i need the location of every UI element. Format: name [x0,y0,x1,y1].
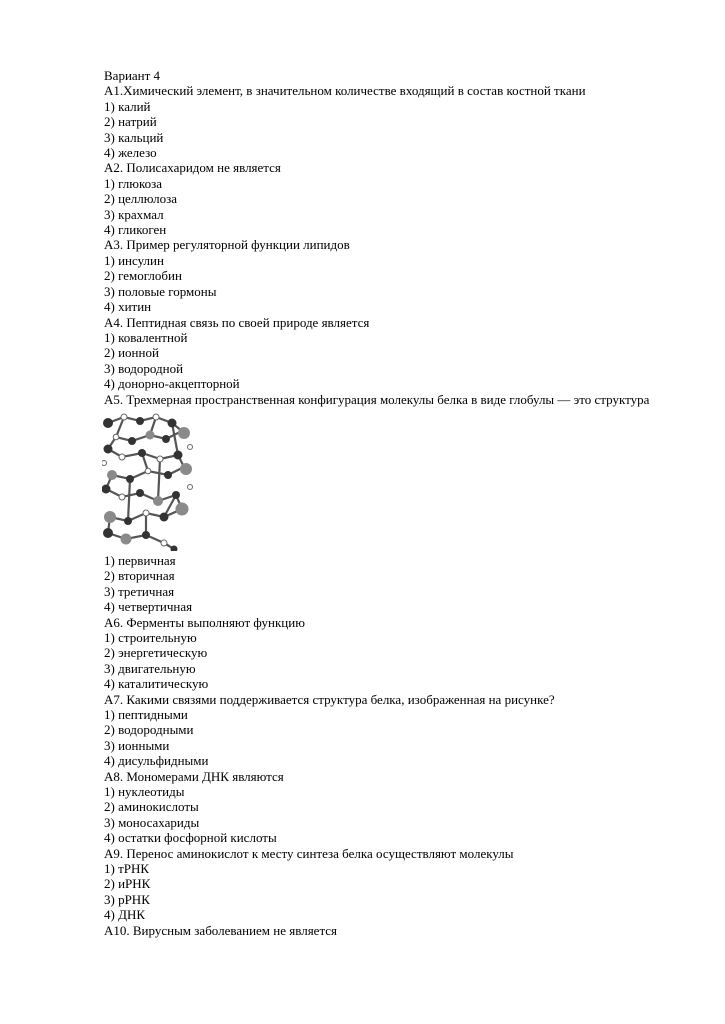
document-page [104,68,704,938]
answer-option: 4) каталитическую [104,676,209,692]
answer-option: 1) ковалентной [104,329,188,345]
answer-option: 1) инсулин [104,252,164,268]
answer-option: 1) первичная [104,552,176,568]
answer-option: 2) аминокислоты [104,799,199,815]
answer-option: 4) гликоген [104,222,167,238]
answer-option: 1) строительную [104,629,197,645]
answer-option: 3) кальций [104,129,164,145]
answer-option: 3) рРНК [104,891,150,907]
answer-option: 3) ионными [104,737,170,753]
answer-option: 4) остатки фосфорной кислоты [104,830,277,846]
answer-option: 1) нуклеотиды [104,784,185,800]
answer-option: 2) ионной [104,345,159,361]
variant-title: Вариант 4 [104,68,161,83]
answer-option: 1) глюкоза [104,175,163,191]
answer-option: 3) водородной [104,360,184,376]
protein-helix-icon [102,409,194,551]
answer-option: 1) тРНК [104,861,150,877]
answer-option: 4) железо [104,145,157,161]
answer-option: 4) четвертичная [104,599,193,615]
answer-option: 1) пептидными [104,707,188,722]
question-a1: А1.Химический элемент, в значительном количестве входящий в состав костной ткани [104,83,586,99]
answer-option: 2) целлюлоза [104,191,178,207]
answer-option: 2) энергетическую [104,645,208,661]
answer-option: 2) вторичная [104,568,175,584]
answer-option: 2) натрий [104,114,157,130]
question-a10: А10. Вирусным заболеванием не является [104,922,338,938]
answer-option: 2) водородными [104,722,194,738]
answer-option: 1) калий [104,98,151,114]
question-a3: А3. Пример регуляторной функции липидов [104,237,350,253]
question-a4: А4. Пептидная связь по своей природе является [104,314,370,330]
answer-option: 3) двигательную [104,660,196,676]
question-a9: А9. Перенос аминокислот к месту синтеза белка осуществляют молекулы [104,845,514,861]
answer-option: 3) третичная [104,583,175,599]
answer-option: 4) ДНК [104,907,146,923]
answer-option: 3) крахмал [104,206,164,222]
question-a6: А6. Ферменты выполняют функцию [104,614,305,630]
question-a8: А8. Мономерами ДНК являются [104,768,284,784]
protein-helix-illustration [102,409,194,551]
question-a2: А2. Полисахаридом не является [104,160,281,176]
answer-option: 2) гемоглобин [104,268,182,284]
answer-option: 3) половые гормоны [104,283,217,299]
answer-option: 2) иРНК [104,876,151,892]
question-a7: А7. Какими связями поддерживается структура белка, изображенная на рисунке? [104,691,555,707]
answer-option: 4) хитин [104,299,152,315]
answer-option: 4) донорно-акцепторной [104,376,240,392]
answer-option: 3) моносахариды [104,814,200,830]
question-a5: А5. Трехмерная пространственная конфигурация молекулы белка в виде глобулы — это структура [104,391,650,407]
answer-option: 4) дисульфидными [104,753,209,769]
